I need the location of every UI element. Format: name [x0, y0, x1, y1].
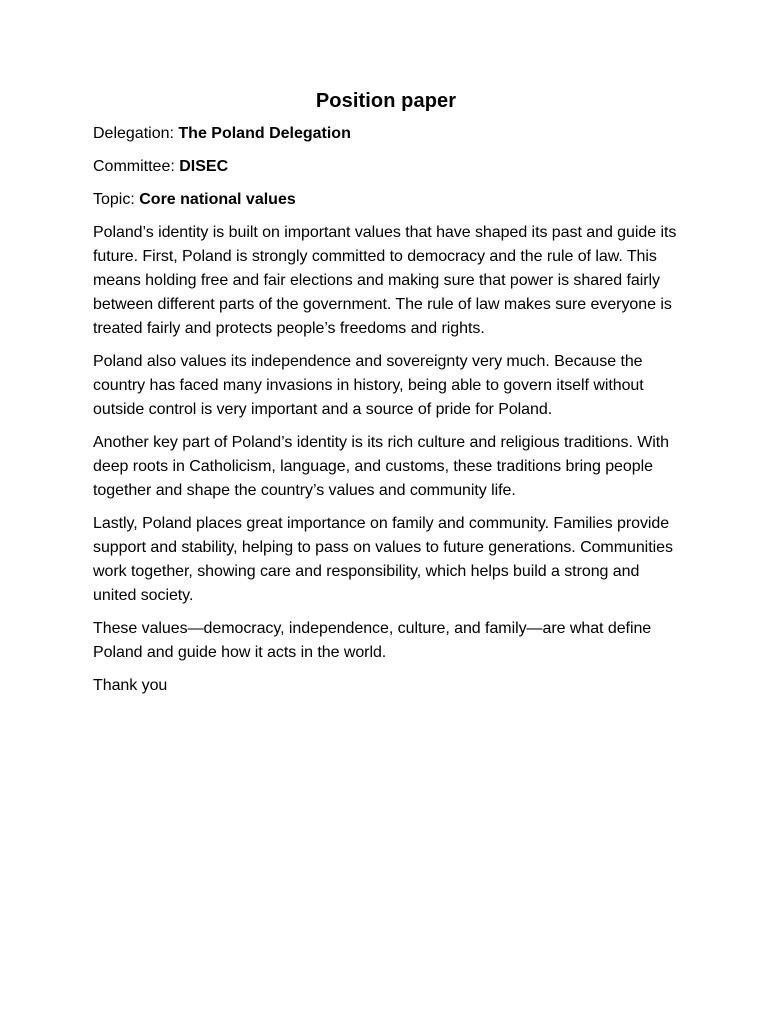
paragraph-family: Lastly, Poland places great importance on family and community. Families provide support and stability, helping to pass on values to future generations. Communities work together, showing care and responsibility, which helps build a strong and united society.	[93, 515, 673, 604]
meta-topic	[93, 188, 679, 212]
meta-value: DISEC	[179, 158, 229, 175]
paragraph-summary: These values—democracy, independence, culture, and family—are what define Poland and guide how it acts in the world.	[93, 620, 652, 661]
paragraph-independence: Poland also values its independence and sovereignty very much. Because the country has faced many invasions in history, being able to govern itself without outside control is very important and a source of pride for Poland.	[93, 353, 644, 418]
meta-label: Delegation:	[93, 125, 179, 142]
paragraph-culture: Another key part of Poland’s identity is its rich culture and religious traditions. With deep roots in Catholicism, language, and customs, these traditions bring people together and shape the country’s values and community life.	[93, 434, 670, 499]
meta-value: Core national values	[139, 191, 296, 208]
document-title: Position paper	[315, 90, 457, 112]
paragraph-closing: Thank you	[93, 677, 168, 694]
meta-label: Committee:	[93, 158, 180, 175]
meta-committee	[93, 155, 679, 179]
meta-label: Topic:	[93, 191, 140, 208]
meta-delegation	[93, 122, 679, 146]
meta-value: The Poland Delegation	[178, 125, 351, 142]
document-page	[93, 88, 679, 707]
paragraph-democracy: Poland’s identity is built on important values that have shaped its past and guide its future. First, Poland is strongly committed to democracy and the rule of law. This means holding free and fair elections and making sure that power is shared fairly between different parts of the government. The rule of law makes sure everyone is treated fairly and protects people’s freedoms and rights.	[93, 224, 677, 337]
